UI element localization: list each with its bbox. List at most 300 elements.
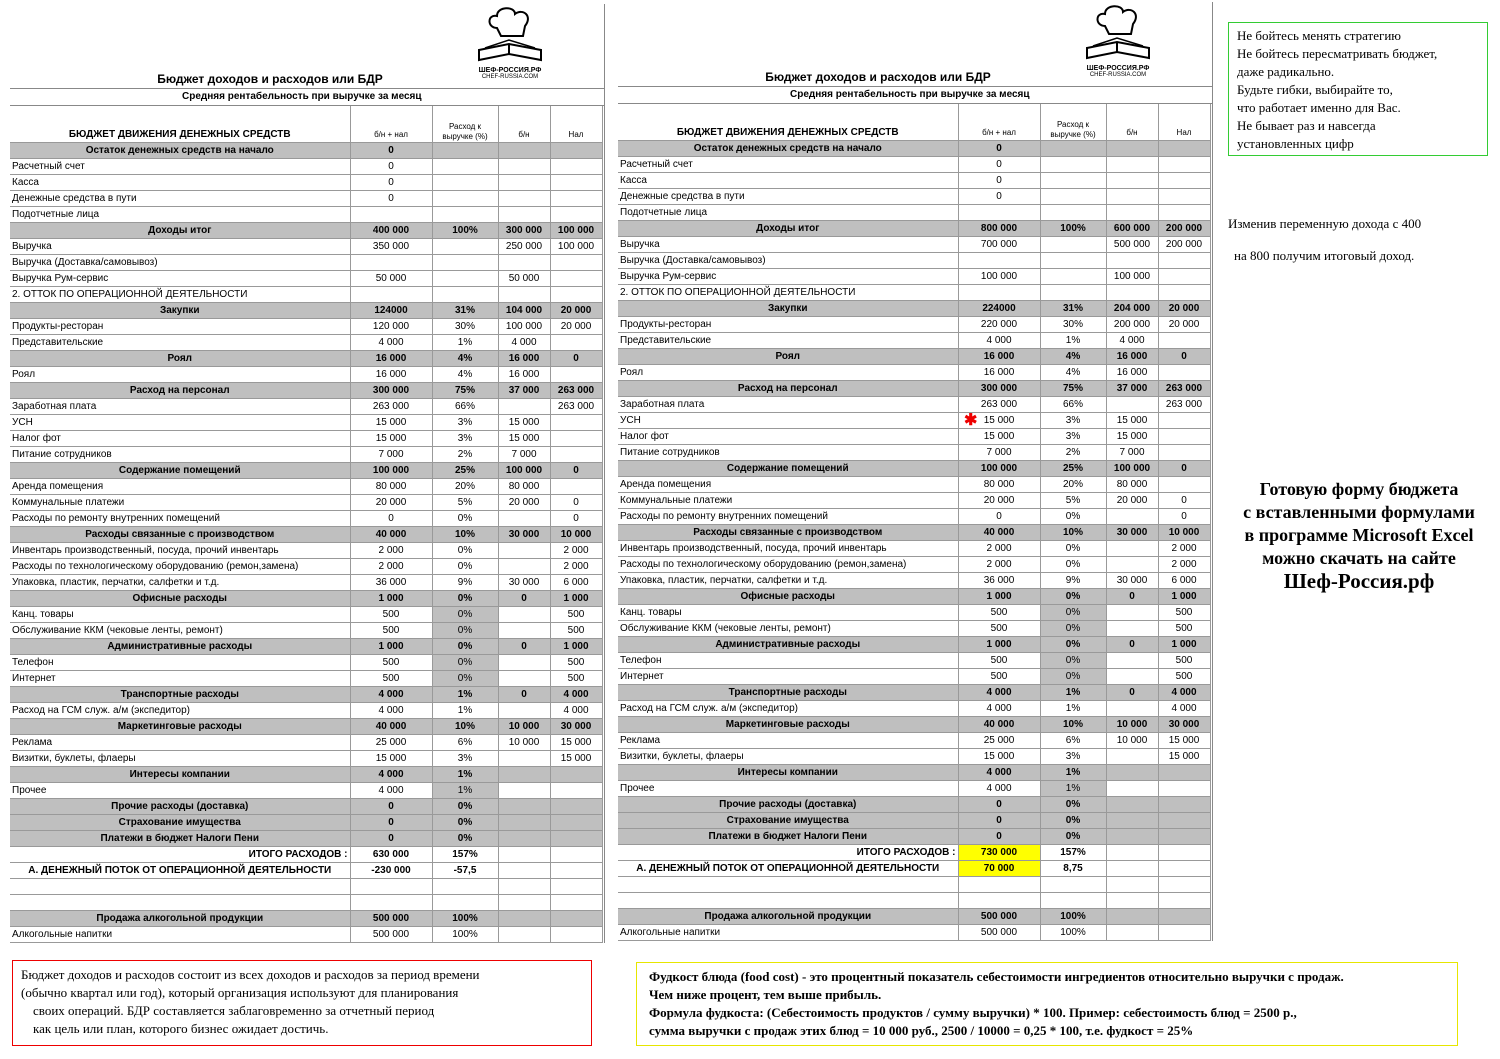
row-cash: [550, 863, 602, 879]
row-total: 0: [958, 173, 1040, 189]
row-cash: [550, 143, 602, 159]
asterisk-icon: ✱: [964, 412, 978, 429]
table-row: [10, 767, 602, 783]
row-cashless: [1106, 541, 1158, 557]
definition-line: своих операций. БДР составляется заблаговременно за отчетный период: [33, 1003, 435, 1018]
row-percent: 0%: [432, 511, 498, 527]
row-total: 300 000: [958, 381, 1040, 397]
row-total: 1 000: [350, 591, 432, 607]
row-cashless: [1106, 829, 1158, 845]
table-row: [10, 191, 602, 207]
tip-line: установленных цифр: [1237, 136, 1354, 151]
download-promo: [1224, 478, 1494, 593]
promo-line: можно скачать на сайте: [1262, 548, 1456, 568]
row-cashless: 250 000: [498, 239, 550, 255]
row-total: [958, 893, 1040, 909]
row-total: 500 000: [958, 925, 1040, 941]
row-total: 40 000: [958, 717, 1040, 733]
table-row: [618, 365, 1210, 381]
table-row: [618, 781, 1210, 797]
row-cash: 2 000: [550, 559, 602, 575]
row-total: [958, 253, 1040, 269]
row-label: Транспортные расходы: [618, 685, 958, 701]
row-percent: [432, 143, 498, 159]
logo-text: ШЕФ-РОССИЯ.РФ: [478, 67, 542, 74]
row-total: 100 000: [958, 461, 1040, 477]
tip-line: Не бойтесь менять стратегию: [1237, 28, 1401, 43]
row-cash: [1158, 813, 1210, 829]
row-percent: 0%: [1040, 813, 1106, 829]
table-row: [10, 223, 602, 239]
row-percent: 0%: [1040, 509, 1106, 525]
table-row: [618, 253, 1210, 269]
row-percent: 30%: [432, 319, 498, 335]
table-row: [618, 493, 1210, 509]
row-label: Канц. товары: [10, 607, 350, 623]
table-row: [618, 685, 1210, 701]
table-row: [618, 733, 1210, 749]
table-row: [618, 461, 1210, 477]
table-row: [10, 287, 602, 303]
row-cashless: [498, 175, 550, 191]
row-cash: [1158, 333, 1210, 349]
foodcost-line: Фудкост блюда (food cost) - это процентный показатель себестоимости ингредиентов относительно выручки с продаж.: [649, 969, 1344, 984]
table-row: [618, 797, 1210, 813]
row-cash: 4 000: [1158, 701, 1210, 717]
foodcost-line: Чем ниже процент, тем выше прибыль.: [649, 987, 882, 1002]
table-row: [618, 445, 1210, 461]
row-total: 0: [958, 797, 1040, 813]
table-row: [10, 607, 602, 623]
row-cash: 10 000: [1158, 525, 1210, 541]
row-total: 1 000: [350, 639, 432, 655]
row-label: Расход на ГСМ служ. а/м (экспедитор): [618, 701, 958, 717]
sheet-title: Бюджет доходов и расходов или БДР: [765, 70, 991, 84]
row-percent: 2%: [1040, 445, 1106, 461]
row-total: 15 000: [350, 751, 432, 767]
row-cash: 500: [1158, 653, 1210, 669]
row-cash: 0: [1158, 349, 1210, 365]
row-cash: [1158, 429, 1210, 445]
row-cash: 1 000: [1158, 637, 1210, 653]
row-percent: [1040, 269, 1106, 285]
row-cashless: 500 000: [1106, 237, 1158, 253]
logo-text: ШЕФ-РОССИЯ.РФ: [1086, 65, 1150, 72]
row-percent: 75%: [1040, 381, 1106, 397]
table-row: [618, 285, 1210, 301]
table-row: [618, 429, 1210, 445]
row-label: Содержание помещений: [618, 461, 958, 477]
table-row: [618, 413, 1210, 429]
row-label: Расчетный счет: [618, 157, 958, 173]
row-percent: 1%: [1040, 333, 1106, 349]
row-percent: 4%: [1040, 365, 1106, 381]
row-total: 0: [350, 159, 432, 175]
table-row: [10, 735, 602, 751]
row-total: 0: [350, 799, 432, 815]
row-percent: 4%: [432, 351, 498, 367]
row-cash: [1158, 925, 1210, 941]
row-cash: 0: [1158, 509, 1210, 525]
row-label: Доходы итог: [618, 221, 958, 237]
row-cash: 4 000: [550, 687, 602, 703]
row-percent: [432, 175, 498, 191]
row-label: Коммунальные платежи: [10, 495, 350, 511]
row-cashless: [498, 927, 550, 943]
row-cashless: [1106, 509, 1158, 525]
budget-table: [10, 106, 603, 943]
table-row: [618, 301, 1210, 317]
table-row: [618, 525, 1210, 541]
row-percent: 6%: [432, 735, 498, 751]
row-percent: 30%: [1040, 317, 1106, 333]
row-label: [10, 879, 350, 895]
table-row: [618, 877, 1210, 893]
table-row: [618, 205, 1210, 221]
row-cashless: [1106, 253, 1158, 269]
row-cash: [550, 335, 602, 351]
row-total: 263 000: [350, 399, 432, 415]
row-cash: [550, 447, 602, 463]
row-total: 7 000: [350, 447, 432, 463]
row-cashless: 16 000: [1106, 365, 1158, 381]
row-cash: 15 000: [550, 735, 602, 751]
row-total: 2 000: [350, 543, 432, 559]
row-percent: [432, 895, 498, 911]
row-cashless: [1106, 669, 1158, 685]
row-total: 25 000: [350, 735, 432, 751]
row-cash: 0: [550, 495, 602, 511]
row-label: Маркетинговые расходы: [618, 717, 958, 733]
row-label: ИТОГО РАСХОДОВ :: [618, 845, 958, 861]
table-row: [618, 813, 1210, 829]
row-cash: 100 000: [550, 239, 602, 255]
header-total: б/н + нал: [350, 106, 432, 143]
row-label: Упаковка, пластик, перчатки, салфетки и т.д.: [618, 573, 958, 589]
row-label: УСН: [618, 413, 958, 429]
row-cashless: 10 000: [1106, 733, 1158, 749]
foodcost-line: сумма выручки с продаж этих блюд = 10 000 руб., 2500 / 10000 = 0,25 * 100, т.е. фудкост = 25%: [649, 1023, 1194, 1038]
row-total: 4 000: [350, 703, 432, 719]
row-label: Подотчетные лица: [10, 207, 350, 223]
row-percent: 0%: [1040, 637, 1106, 653]
row-label: Питание сотрудников: [618, 445, 958, 461]
definition-line: Бюджет доходов и расходов состоит из всех доходов и расходов за период времени: [21, 967, 480, 982]
row-total: 700 000: [958, 237, 1040, 253]
row-cash: [550, 783, 602, 799]
row-cashless: 600 000: [1106, 221, 1158, 237]
table-row: [10, 255, 602, 271]
table-row: [10, 463, 602, 479]
row-label: Офисные расходы: [618, 589, 958, 605]
row-total: 16 000: [958, 349, 1040, 365]
row-cash: 20 000: [1158, 301, 1210, 317]
tip-line: Будьте гибки, выбирайте то,: [1237, 82, 1393, 97]
row-cashless: [498, 255, 550, 271]
row-percent: [1040, 253, 1106, 269]
row-cashless: 80 000: [1106, 477, 1158, 493]
row-cashless: 0: [1106, 637, 1158, 653]
row-percent: 10%: [1040, 717, 1106, 733]
table-row: [10, 671, 602, 687]
row-cash: [550, 831, 602, 847]
row-cash: [550, 175, 602, 191]
tip-line: Не бойтесь пересматривать бюджет,: [1237, 46, 1438, 61]
table-row: [618, 589, 1210, 605]
row-cashless: 0: [498, 591, 550, 607]
row-cashless: [1106, 157, 1158, 173]
table-row: [10, 351, 602, 367]
table-row: [10, 591, 602, 607]
row-percent: 100%: [1040, 925, 1106, 941]
row-percent: 0%: [432, 831, 498, 847]
row-label: Телефон: [10, 655, 350, 671]
row-label: Инвентарь производственный, посуда, прочий инвентарь: [618, 541, 958, 557]
row-label: [10, 895, 350, 911]
row-percent: 1%: [432, 335, 498, 351]
table-row: [618, 573, 1210, 589]
row-cash: [550, 847, 602, 863]
row-total: [958, 877, 1040, 893]
row-cash: [550, 367, 602, 383]
tips-box: [1228, 22, 1488, 156]
row-percent: 9%: [432, 575, 498, 591]
row-cashless: 4 000: [498, 335, 550, 351]
row-cashless: [1106, 653, 1158, 669]
row-cashless: 15 000: [498, 431, 550, 447]
table-row: [10, 399, 602, 415]
row-total: [350, 895, 432, 911]
row-cash: 1 000: [550, 639, 602, 655]
change-note-line2: на 800 получим итоговый доход.: [1234, 248, 1415, 263]
table-row: [618, 333, 1210, 349]
row-cashless: [498, 799, 550, 815]
row-label: Выручка (Доставка/самовывоз): [618, 253, 958, 269]
row-label: Касса: [10, 175, 350, 191]
row-label: Роял: [618, 349, 958, 365]
row-total: 2 000: [958, 541, 1040, 557]
row-total: 0: [958, 509, 1040, 525]
row-cash: [550, 767, 602, 783]
logo-subtext: CHEF-RUSSIA.COM: [481, 74, 539, 80]
row-percent: 0%: [1040, 621, 1106, 637]
row-label: Остаток денежных средств на начало: [10, 143, 350, 159]
row-label: Денежные средства в пути: [618, 189, 958, 205]
header-cashless: б/н: [1106, 104, 1158, 141]
row-percent: 2%: [432, 447, 498, 463]
row-label: Реклама: [618, 733, 958, 749]
table-row: [618, 541, 1210, 557]
row-percent: 0%: [1040, 541, 1106, 557]
row-cashless: [1106, 205, 1158, 221]
row-cash: 0: [550, 463, 602, 479]
row-cashless: 0: [498, 639, 550, 655]
row-cash: 500: [550, 607, 602, 623]
row-total: 0: [350, 191, 432, 207]
row-percent: [1040, 141, 1106, 157]
row-percent: 3%: [1040, 749, 1106, 765]
row-label: Заработная плата: [10, 399, 350, 415]
row-percent: 100%: [1040, 909, 1106, 925]
row-percent: 0%: [432, 815, 498, 831]
table-row: [618, 765, 1210, 781]
row-label: УСН: [10, 415, 350, 431]
row-total: 100 000: [958, 269, 1040, 285]
row-percent: [432, 879, 498, 895]
row-percent: 157%: [1040, 845, 1106, 861]
row-label: Платежи в бюджет Налоги Пени: [10, 831, 350, 847]
row-label: А. ДЕНЕЖНЫЙ ПОТОК ОТ ОПЕРАЦИОННОЙ ДЕЯТЕЛЬНОСТИ: [10, 863, 350, 879]
table-row: [10, 751, 602, 767]
row-cash: [1158, 909, 1210, 925]
row-percent: 66%: [432, 399, 498, 415]
header-cash: Нал: [1158, 104, 1210, 141]
row-total: 36 000: [350, 575, 432, 591]
row-label: Платежи в бюджет Налоги Пени: [618, 829, 958, 845]
row-label: Прочие расходы (доставка): [10, 799, 350, 815]
row-total: 4 000: [958, 765, 1040, 781]
table-row: [618, 893, 1210, 909]
row-percent: 10%: [1040, 525, 1106, 541]
header-label: БЮДЖЕТ ДВИЖЕНИЯ ДЕНЕЖНЫХ СРЕДСТВ: [10, 106, 350, 143]
row-label: Интернет: [10, 671, 350, 687]
row-cashless: 0: [1106, 589, 1158, 605]
table-row: [618, 173, 1210, 189]
row-cashless: [498, 559, 550, 575]
table-row: [618, 717, 1210, 733]
table-row: [618, 749, 1210, 765]
row-cashless: 30 000: [498, 575, 550, 591]
row-total: 15 000: [958, 749, 1040, 765]
row-label: Подотчетные лица: [618, 205, 958, 221]
table-row: [618, 381, 1210, 397]
row-cash: 6 000: [1158, 573, 1210, 589]
row-cashless: 15 000: [1106, 429, 1158, 445]
table-row: [10, 783, 602, 799]
row-cashless: [1106, 397, 1158, 413]
row-total: 4 000: [958, 333, 1040, 349]
row-percent: 0%: [432, 655, 498, 671]
row-cash: [1158, 829, 1210, 845]
row-label: Обслуживание ККМ (чековые ленты, ремонт): [618, 621, 958, 637]
row-cashless: 104 000: [498, 303, 550, 319]
row-cash: 2 000: [550, 543, 602, 559]
row-label: Интересы компании: [618, 765, 958, 781]
row-total: 80 000: [958, 477, 1040, 493]
row-label: Телефон: [618, 653, 958, 669]
row-label: Интернет: [618, 669, 958, 685]
row-percent: 100%: [432, 927, 498, 943]
row-label: Денежные средства в пути: [10, 191, 350, 207]
row-percent: [1040, 205, 1106, 221]
row-cashless: 16 000: [498, 351, 550, 367]
row-percent: 100%: [432, 911, 498, 927]
table-row: [618, 477, 1210, 493]
row-label: Инвентарь производственный, посуда, прочий инвентарь: [10, 543, 350, 559]
table-row: [618, 237, 1210, 253]
row-total: 630 000: [350, 847, 432, 863]
row-percent: 100%: [432, 223, 498, 239]
row-total: 2 000: [350, 559, 432, 575]
row-percent: 1%: [432, 687, 498, 703]
row-cashless: [1106, 189, 1158, 205]
row-percent: 31%: [432, 303, 498, 319]
row-label: А. ДЕНЕЖНЫЙ ПОТОК ОТ ОПЕРАЦИОННОЙ ДЕЯТЕЛЬНОСТИ: [618, 861, 958, 877]
row-percent: [1040, 173, 1106, 189]
promo-line: в программе Microsoft Excel: [1244, 525, 1474, 545]
tip-line: даже радикально.: [1237, 64, 1335, 79]
table-row: [618, 141, 1210, 157]
row-percent: 0%: [1040, 829, 1106, 845]
row-label: Страхование имущества: [618, 813, 958, 829]
row-percent: 10%: [432, 719, 498, 735]
row-percent: 3%: [432, 751, 498, 767]
row-cash: [550, 207, 602, 223]
row-total: 500 000: [350, 911, 432, 927]
row-cash: 30 000: [1158, 717, 1210, 733]
row-cash: 263 000: [1158, 397, 1210, 413]
row-total: 70 000: [958, 861, 1040, 877]
row-total: 500: [350, 655, 432, 671]
row-total: 500: [350, 623, 432, 639]
table-row: [10, 655, 602, 671]
row-cash: 100 000: [550, 223, 602, 239]
row-cash: 500: [1158, 605, 1210, 621]
row-cashless: [1106, 909, 1158, 925]
row-percent: 0%: [1040, 653, 1106, 669]
row-cash: 500: [1158, 621, 1210, 637]
table-row: [10, 543, 602, 559]
table-row: [618, 925, 1210, 941]
table-row: [10, 623, 602, 639]
row-cashless: 0: [1106, 685, 1158, 701]
row-cash: 20 000: [1158, 317, 1210, 333]
row-cashless: [498, 143, 550, 159]
table-row: [10, 479, 602, 495]
row-cash: [550, 271, 602, 287]
foodcost-line: Формула фудкоста: (Себестоимость продуктов / сумму выручки) * 100. Пример: себестоимость блюд = 2500 р.,: [649, 1005, 1297, 1020]
logo-subtext: CHEF-RUSSIA.COM: [1089, 72, 1147, 78]
row-cash: 263 000: [1158, 381, 1210, 397]
row-label: Роял: [10, 351, 350, 367]
row-cash: [550, 255, 602, 271]
row-cash: 0: [550, 351, 602, 367]
table-row: [618, 157, 1210, 173]
row-total: 400 000: [350, 223, 432, 239]
change-note-line1: Изменив переменную дохода с 400: [1228, 216, 1422, 231]
row-total: 2 000: [958, 557, 1040, 573]
row-total: 40 000: [958, 525, 1040, 541]
tip-line: что работает именно для Вас.: [1237, 100, 1401, 115]
row-label: Расход на ГСМ служ. а/м (экспедитор): [10, 703, 350, 719]
table-row: [618, 221, 1210, 237]
row-cashless: [1106, 765, 1158, 781]
row-total: 500: [958, 669, 1040, 685]
row-total: 20 000: [350, 495, 432, 511]
row-cashless: [1106, 813, 1158, 829]
row-total: [958, 205, 1040, 221]
row-total: 40 000: [350, 527, 432, 543]
header-total: б/н + нал: [958, 104, 1040, 141]
row-cashless: [1106, 557, 1158, 573]
row-total: 4 000: [958, 685, 1040, 701]
row-label: Представительские: [10, 335, 350, 351]
row-total: 4 000: [350, 335, 432, 351]
row-cashless: 100 000: [1106, 269, 1158, 285]
row-percent: 75%: [432, 383, 498, 399]
row-cashless: [498, 399, 550, 415]
row-cashless: 30 000: [1106, 573, 1158, 589]
